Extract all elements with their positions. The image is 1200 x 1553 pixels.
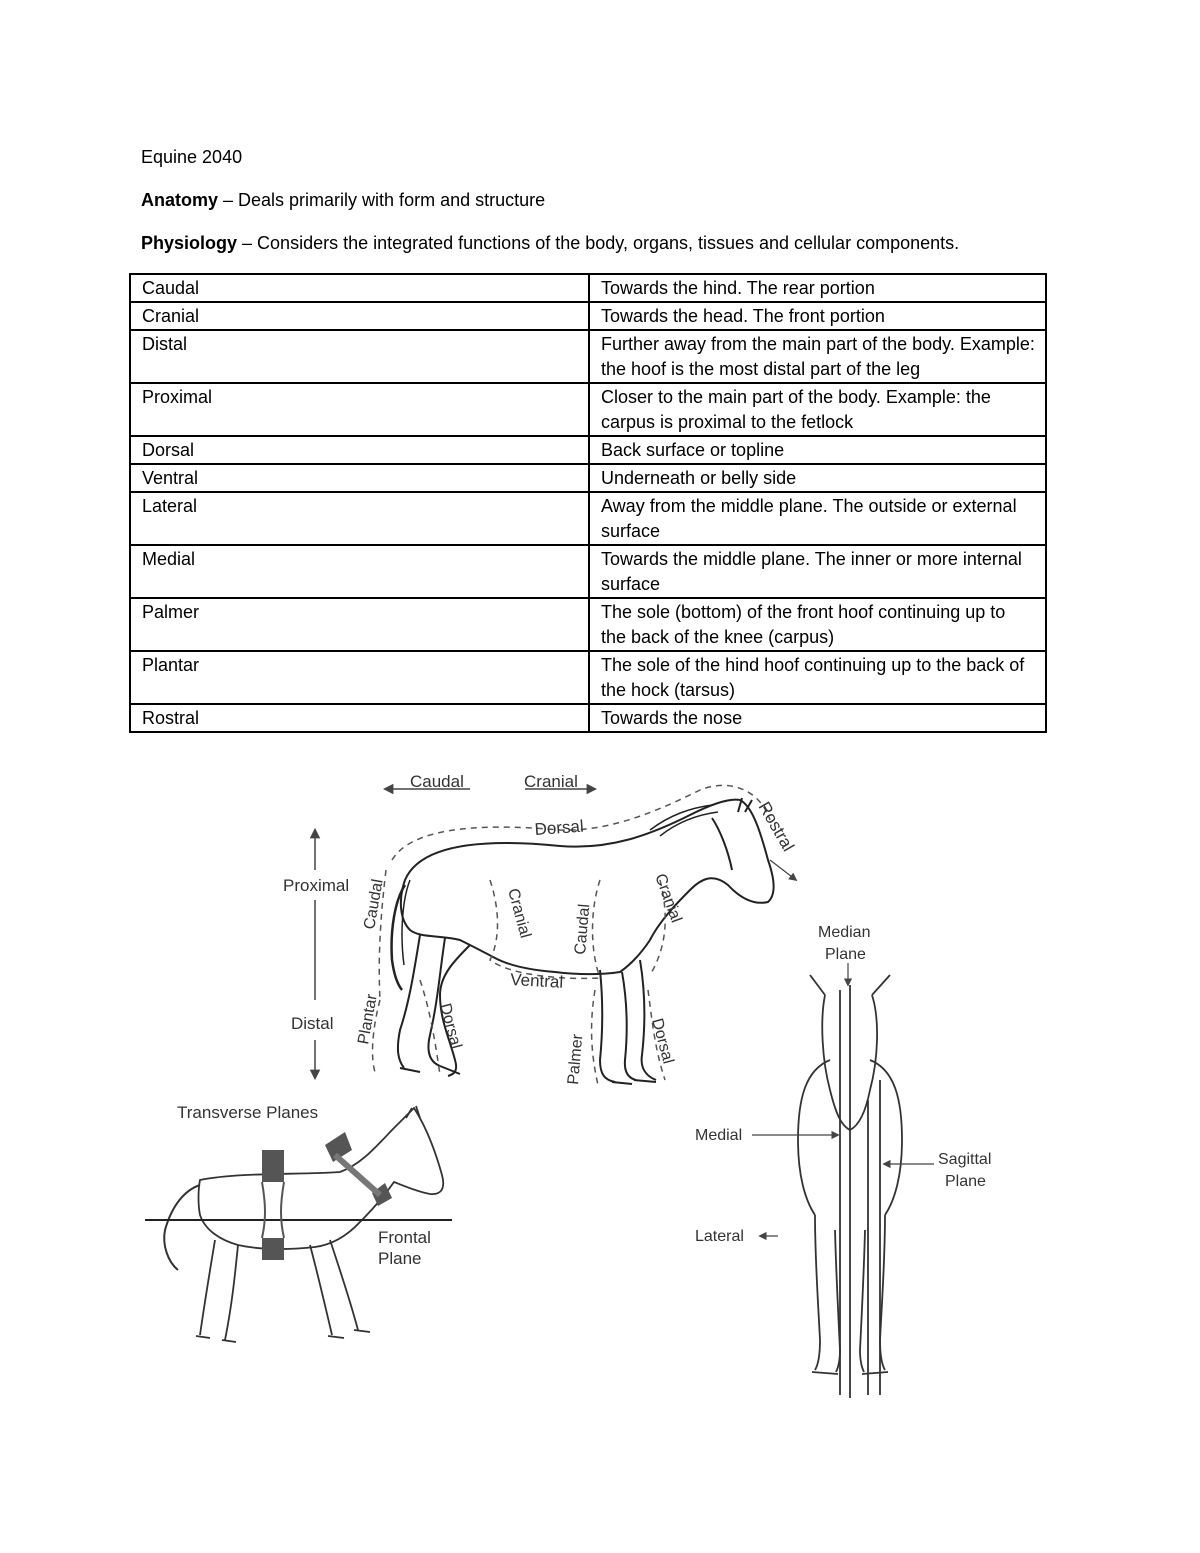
definition-cell: Underneath or belly side <box>589 464 1046 492</box>
label-rostral: Rostral <box>754 798 798 855</box>
table-row <box>130 330 1046 383</box>
term-cell: Caudal <box>130 274 589 302</box>
anatomy-term: Anatomy <box>141 190 219 210</box>
label-hind-dorsal: Dorsal <box>436 1001 465 1051</box>
label-frontal: Frontal <box>378 1228 431 1247</box>
term-cell: Proximal <box>130 383 589 436</box>
term-cell: Lateral <box>130 492 589 545</box>
definition-cell: The sole of the hind hoof continuing up to the back of the hock (tarsus) <box>589 651 1046 704</box>
label-sagittal-plane: Plane <box>945 1173 986 1190</box>
table-row <box>130 651 1046 704</box>
definition-cell: Further away from the main part of the body. Example: the hoof is the most distal part of the leg <box>589 330 1046 383</box>
table-row <box>130 598 1046 651</box>
definition-cell: The sole (bottom) of the front hoof continuing up to the back of the knee (carpus) <box>589 598 1046 651</box>
table-row <box>130 383 1046 436</box>
label-transverse-planes: Transverse Planes <box>177 1103 319 1122</box>
definition-cell: Towards the head. The front portion <box>589 302 1046 330</box>
definition-cell: Towards the middle plane. The inner or more internal surface <box>589 545 1046 598</box>
term-cell: Distal <box>130 330 589 383</box>
label-caudal: Caudal <box>410 772 464 791</box>
terms-table <box>129 273 1047 733</box>
anatomy-text: – Deals primarily with form and structure <box>218 190 546 210</box>
label-palmer: Palmer <box>565 1033 587 1086</box>
table-row <box>130 464 1046 492</box>
definition-cell: Closer to the main part of the body. Example: the carpus is proximal to the fetlock <box>589 383 1046 436</box>
table-row <box>130 704 1046 732</box>
label-hind-caudal: Caudal <box>361 877 387 931</box>
label-median: Median <box>818 924 871 941</box>
label-sagittal: Sagittal <box>938 1151 992 1168</box>
table-row <box>130 492 1046 545</box>
definition-cell: Towards the nose <box>589 704 1046 732</box>
term-cell: Dorsal <box>130 436 589 464</box>
label-hind-cranial: Cranial <box>504 886 534 940</box>
label-medial: Medial <box>695 1127 743 1144</box>
anatomy-definition <box>141 189 545 211</box>
definition-cell: Towards the hind. The rear portion <box>589 274 1046 302</box>
horse-anatomy-diagram <box>0 760 1200 1420</box>
definition-cell: Back surface or topline <box>589 436 1046 464</box>
term-cell: Rostral <box>130 704 589 732</box>
term-cell: Cranial <box>130 302 589 330</box>
label-front-dorsal: Dorsal <box>648 1016 677 1066</box>
table-row <box>130 436 1046 464</box>
term-cell: Palmer <box>130 598 589 651</box>
planes-view-horse <box>164 1106 443 1342</box>
table-row <box>130 274 1046 302</box>
table-row <box>130 545 1046 598</box>
label-median-plane: Plane <box>825 946 866 963</box>
definition-cell: Away from the middle plane. The outside or external surface <box>589 492 1046 545</box>
label-ventral: Ventral <box>509 970 564 992</box>
label-dorsal: Dorsal <box>533 816 585 839</box>
label-distal: Distal <box>291 1014 334 1033</box>
physiology-term: Physiology <box>141 233 238 253</box>
label-plantar: Plantar <box>355 992 381 1046</box>
label-frontal-plane: Plane <box>378 1249 422 1268</box>
label-front-cranial: Cranial <box>651 871 685 925</box>
term-cell: Ventral <box>130 464 589 492</box>
course-title: Equine 2040 <box>141 147 243 167</box>
label-front-caudal: Caudal <box>572 903 594 956</box>
table-row <box>130 302 1046 330</box>
label-cranial: Cranial <box>524 772 578 791</box>
term-cell: Medial <box>130 545 589 598</box>
physiology-text: – Considers the integrated functions of the body, organs, tissues and cellular components. <box>237 233 960 253</box>
physiology-definition <box>141 232 959 254</box>
term-cell: Plantar <box>130 651 589 704</box>
label-proximal: Proximal <box>283 876 350 895</box>
label-lateral: Lateral <box>695 1228 744 1245</box>
